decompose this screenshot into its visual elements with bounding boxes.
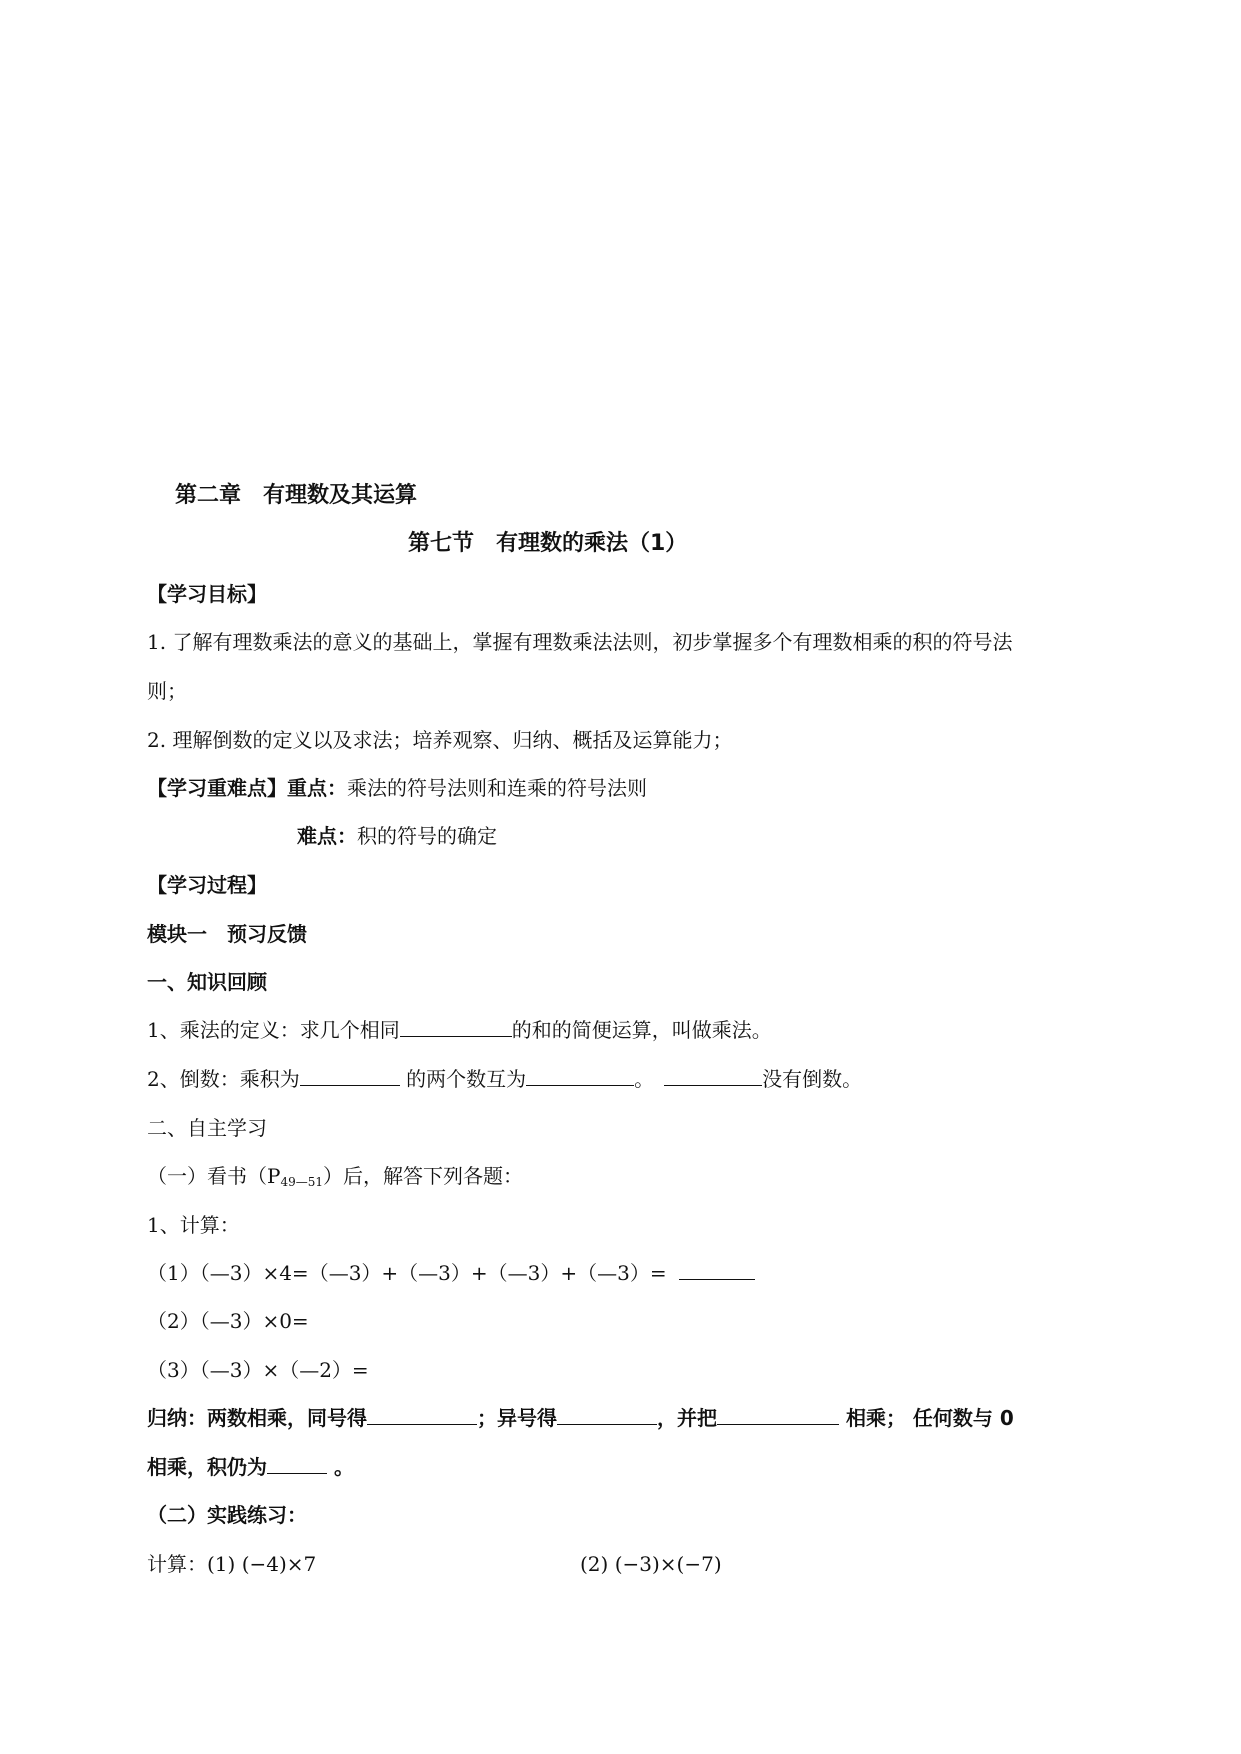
answer-blank[interactable] bbox=[664, 1065, 762, 1086]
summary-text-f: 。 bbox=[327, 1455, 354, 1479]
review-item-1 bbox=[147, 1016, 772, 1044]
goals-heading: 【学习目标】 bbox=[147, 582, 267, 606]
key-text: 乘法的符号法则和连乘的符号法则 bbox=[347, 776, 647, 800]
section-title: 第七节 有理数的乘法（1） bbox=[408, 531, 688, 556]
key-points-row bbox=[147, 774, 647, 802]
practice-heading: （二）实践练习： bbox=[147, 1503, 307, 1527]
summary-text-b: ；异号得 bbox=[477, 1406, 557, 1430]
self-study-heading: 二、自主学习 bbox=[147, 1116, 267, 1140]
answer-blank[interactable] bbox=[679, 1259, 755, 1280]
goal-item-1: 1. 了解有理数乘法的意义的基础上，掌握有理数乘法法则，初步掌握多个有理数相乘的积的符号法 bbox=[147, 630, 1013, 654]
practice-item-1: (1) (−4)×7 bbox=[207, 1552, 317, 1576]
answer-blank[interactable] bbox=[526, 1065, 634, 1086]
difficult-text: 积的符号的确定 bbox=[357, 824, 497, 848]
answer-blank[interactable] bbox=[267, 1453, 327, 1474]
review-1-text-b: 的和的简便运算，叫做乘法。 bbox=[511, 1018, 772, 1042]
review-item-2 bbox=[147, 1065, 862, 1093]
summary-line-2 bbox=[147, 1453, 354, 1481]
goal-item-1-continued: 则； bbox=[147, 679, 187, 703]
summary-text-d: 相乘； 任何数与 0 bbox=[839, 1406, 1014, 1430]
calc-item-1 bbox=[147, 1259, 755, 1287]
review-2-text-d: 没有倒数。 bbox=[762, 1067, 863, 1091]
review-2-text-b: 的两个数互为 bbox=[399, 1067, 527, 1091]
calc-1-text: （1）（—3）×4=（—3）+（—3）+（—3）+（—3）= bbox=[147, 1261, 667, 1285]
summary-text-e: 相乘，积仍为 bbox=[147, 1455, 267, 1479]
summary-text-a: 归纳：两数相乘，同号得 bbox=[147, 1406, 367, 1430]
key-label: 重点： bbox=[287, 776, 347, 800]
summary-text-c: ，并把 bbox=[657, 1406, 717, 1430]
difficult-points-row bbox=[297, 822, 497, 850]
calc-heading: 1、计算： bbox=[147, 1213, 240, 1237]
difficult-label: 难点： bbox=[297, 824, 357, 848]
read-book-text-b: ）后，解答下列各题： bbox=[323, 1164, 524, 1188]
summary-line-1 bbox=[147, 1404, 1014, 1432]
review-2-text-c: 。 bbox=[634, 1067, 655, 1091]
review-1-text-a: 1、乘法的定义：求几个相同 bbox=[147, 1018, 400, 1042]
answer-blank[interactable] bbox=[300, 1065, 400, 1086]
practice-item-2: (2) (−3)×(−7) bbox=[580, 1552, 722, 1576]
review-heading: 一、知识回顾 bbox=[147, 970, 267, 994]
answer-blank[interactable] bbox=[717, 1404, 839, 1425]
read-book-text-a: （一）看书（P bbox=[147, 1164, 281, 1188]
practice-row bbox=[147, 1550, 316, 1578]
calc-item-2: （2）（—3）×0= bbox=[147, 1309, 309, 1333]
goal-item-2: 2. 理解倒数的定义以及求法；培养观察、归纳、概括及运算能力； bbox=[147, 728, 733, 752]
calc-item-3: （3）（—3）×（—2）= bbox=[147, 1358, 369, 1382]
answer-blank[interactable] bbox=[400, 1016, 512, 1037]
page-range: 49—51 bbox=[280, 1175, 324, 1189]
chapter-title: 第二章 有理数及其运算 bbox=[175, 483, 418, 508]
key-points-heading: 【学习重难点】 bbox=[147, 776, 287, 800]
answer-blank[interactable] bbox=[557, 1404, 657, 1425]
read-book-instruction bbox=[147, 1162, 523, 1196]
review-2-text-a: 2、倒数：乘积为 bbox=[147, 1067, 300, 1091]
practice-label: 计算： bbox=[147, 1552, 207, 1576]
process-heading: 【学习过程】 bbox=[147, 873, 267, 897]
answer-blank[interactable] bbox=[367, 1404, 477, 1425]
module-1-heading: 模块一 预习反馈 bbox=[147, 922, 307, 946]
